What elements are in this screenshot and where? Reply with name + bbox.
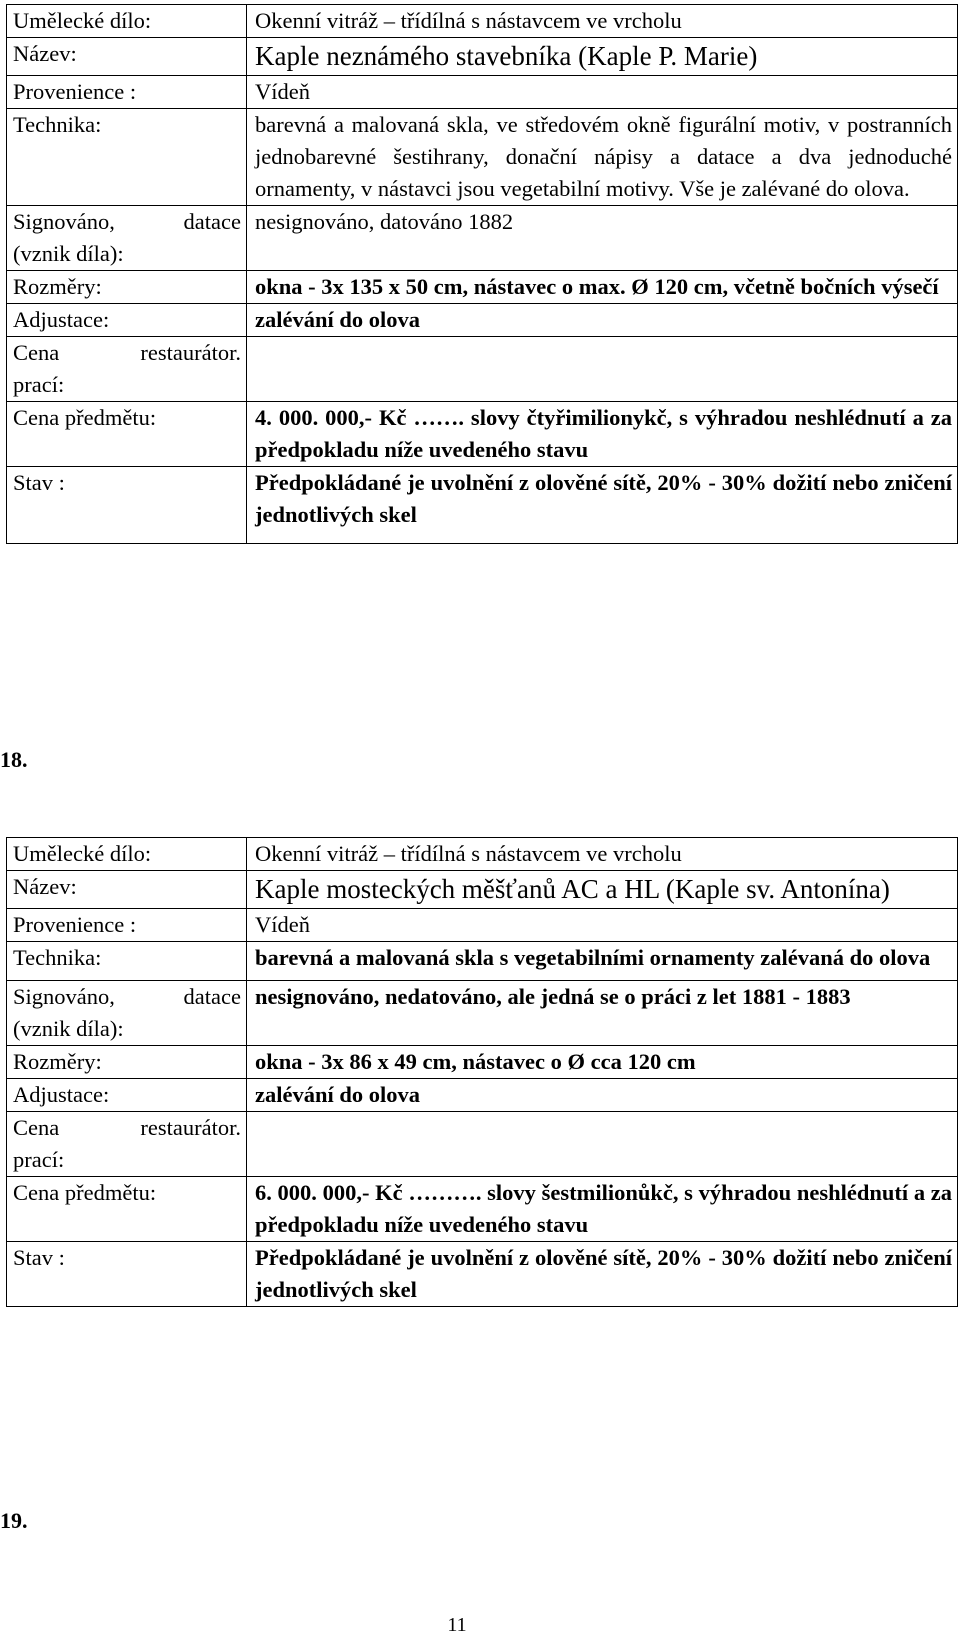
label-cena-restaurator xyxy=(7,337,247,402)
row-signovano xyxy=(7,206,958,271)
page-number: 11 xyxy=(447,1614,467,1636)
label-cena-restaurator-line1: Cena restaurátor. xyxy=(13,1115,241,1140)
value-adjustace: zalévání do olova xyxy=(247,304,958,337)
value-umelecke-dilo: Okenní vitráž – třídílná s nástavcem ve vrcholu xyxy=(247,5,958,38)
label-cena-restaurator-line2: prací: xyxy=(13,1147,65,1172)
value-cena-restaurator xyxy=(247,1112,958,1177)
value-rozmery: okna - 3x 86 x 49 cm, nástavec o Ø cca 120 cm xyxy=(247,1046,958,1079)
label-cena-restaurator xyxy=(7,1112,247,1177)
record-table-2 xyxy=(6,837,958,1307)
label-stav: Stav : xyxy=(7,1242,247,1307)
label-cena-predmetu: Cena předmětu: xyxy=(7,402,247,467)
label-provenience: Provenience : xyxy=(7,909,247,942)
value-stav: Předpokládané je uvolnění z olověné sítě, 20% - 30% dožití nebo zničení jednotlivých skel xyxy=(247,1242,958,1307)
label-provenience: Provenience : xyxy=(7,76,247,109)
label-cena-restaurator-line2: prací: xyxy=(13,372,65,397)
value-umelecke-dilo: Okenní vitráž – třídílná s nástavcem ve vrcholu xyxy=(247,838,958,871)
item-number-18: 18. xyxy=(0,747,28,772)
label-technika: Technika: xyxy=(7,109,247,206)
label-signovano xyxy=(7,206,247,271)
label-cena-predmetu: Cena předmětu: xyxy=(7,1177,247,1242)
row-stav xyxy=(7,1242,958,1307)
row-rozmery xyxy=(7,271,958,304)
label-signovano-line2: (vznik díla): xyxy=(13,241,124,266)
value-provenience: Vídeň xyxy=(247,909,958,942)
value-adjustace: zalévání do olova xyxy=(247,1079,958,1112)
row-stav xyxy=(7,467,958,544)
label-umelecke-dilo: Umělecké dílo: xyxy=(7,838,247,871)
label-nazev: Název: xyxy=(7,871,247,909)
label-signovano-line1: Signováno, datace xyxy=(13,209,241,234)
row-adjustace xyxy=(7,1079,958,1112)
row-umelecke-dilo xyxy=(7,5,958,38)
label-cena-restaurator-line1: Cena restaurátor. xyxy=(13,340,241,365)
value-signovano: nesignováno, nedatováno, ale jedná se o práci z let 1881 - 1883 xyxy=(247,981,958,1046)
row-cena-restaurator xyxy=(7,337,958,402)
row-nazev xyxy=(7,38,958,76)
label-rozmery: Rozměry: xyxy=(7,271,247,304)
label-adjustace: Adjustace: xyxy=(7,1079,247,1112)
row-adjustace xyxy=(7,304,958,337)
row-umelecke-dilo xyxy=(7,838,958,871)
value-technika: barevná a malovaná skla s vegetabilními ornamenty zalévaná do olova xyxy=(247,942,958,981)
label-technika: Technika: xyxy=(7,942,247,981)
label-adjustace: Adjustace: xyxy=(7,304,247,337)
value-nazev: Kaple neznámého stavebníka (Kaple P. Marie) xyxy=(247,38,958,76)
row-rozmery xyxy=(7,1046,958,1079)
value-technika: barevná a malovaná skla, ve středovém okně figurální motiv, v postranních jednobarevné šestihrany, donační nápisy a datace a dva jednoduché ornamenty, v nástavci jsou vegetabilní motivy. Vše je zalévané do olova. xyxy=(247,109,958,206)
value-rozmery: okna - 3x 135 x 50 cm, nástavec o max. Ø 120 cm, včetně bočních výsečí xyxy=(247,271,958,304)
label-signovano-line2: (vznik díla): xyxy=(13,1016,124,1041)
label-nazev: Název: xyxy=(7,38,247,76)
row-cena-predmetu xyxy=(7,402,958,467)
row-cena-restaurator xyxy=(7,1112,958,1177)
value-cena-restaurator xyxy=(247,337,958,402)
row-provenience xyxy=(7,909,958,942)
value-stav: Předpokládané je uvolnění z olověné sítě, 20% - 30% dožití nebo zničení jednotlivých skel xyxy=(247,467,958,544)
row-technika xyxy=(7,942,958,981)
value-nazev: Kaple mosteckých měšťanů AC a HL (Kaple sv. Antonína) xyxy=(247,871,958,909)
value-cena-predmetu: 6. 000. 000,- Kč ………. slovy šestmilionůkč, s výhradou neshlédnutí a za předpokladu níže uvedeného stavu xyxy=(247,1177,958,1242)
row-nazev xyxy=(7,871,958,909)
value-provenience: Vídeň xyxy=(247,76,958,109)
item-number-19: 19. xyxy=(0,1508,28,1533)
label-stav: Stav : xyxy=(7,467,247,544)
record-table-1 xyxy=(6,4,958,544)
value-cena-predmetu: 4. 000. 000,- Kč ……. slovy čtyřimilionykč, s výhradou neshlédnutí a za předpokladu níže uvedeného stavu xyxy=(247,402,958,467)
label-rozmery: Rozměry: xyxy=(7,1046,247,1079)
row-technika xyxy=(7,109,958,206)
row-provenience xyxy=(7,76,958,109)
value-signovano: nesignováno, datováno 1882 xyxy=(247,206,958,271)
label-signovano xyxy=(7,981,247,1046)
label-umelecke-dilo: Umělecké dílo: xyxy=(7,5,247,38)
row-cena-predmetu xyxy=(7,1177,958,1242)
row-signovano xyxy=(7,981,958,1046)
label-signovano-line1: Signováno, datace xyxy=(13,984,241,1009)
